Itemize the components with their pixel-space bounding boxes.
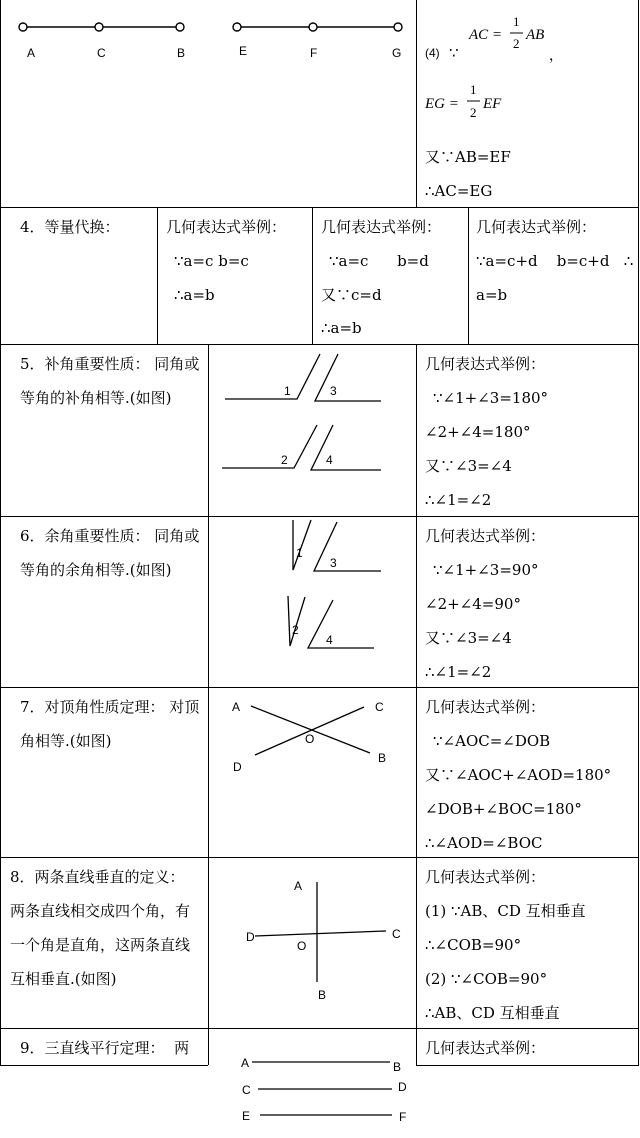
point-label: A xyxy=(232,700,241,714)
property-description: 5．补角重要性质： 同角或等角的补角相等.(如图) xyxy=(20,355,200,407)
formula-line: (2) ∵∠COB=90° xyxy=(425,970,548,988)
formula-eg-lhs: EG = xyxy=(425,96,459,112)
point-label: B xyxy=(378,751,387,765)
point-label: D xyxy=(233,760,242,774)
formula-line: 几何表达式举例： xyxy=(425,868,546,886)
point-label: B xyxy=(177,46,186,60)
segment-eg-figure xyxy=(233,23,402,60)
point-label: C xyxy=(375,700,384,714)
angle-label: 4 xyxy=(326,633,333,647)
point-label: F xyxy=(310,46,318,60)
fraction-denominator: 2 xyxy=(470,105,477,120)
formula-line: ∴∠1=∠2 xyxy=(425,491,492,509)
parallel-lines-figure xyxy=(241,1056,407,1124)
formula-line: a=b xyxy=(476,286,508,304)
formula-line: ∠DOB+∠BOC=180° xyxy=(425,800,582,818)
formula-line: 几何表达式举例： xyxy=(425,527,546,545)
formula-line: ∠2+∠4=180° xyxy=(425,423,531,441)
fraction-denominator: 2 xyxy=(513,36,520,51)
angle-label: 3 xyxy=(330,556,337,570)
formula-ab: AB xyxy=(526,27,545,43)
complementary-angles-figure xyxy=(288,520,381,648)
perpendicular-lines-figure xyxy=(246,879,401,1002)
item-number: (4) xyxy=(425,46,440,60)
point-label: B xyxy=(318,988,327,1002)
formula-line: ∵∠1+∠3=90° xyxy=(433,561,539,579)
angle-label: 2 xyxy=(292,623,299,637)
point-label: A xyxy=(294,879,303,893)
formula-line: 又∵∠3=∠4 xyxy=(425,629,512,647)
formula-line: ∵∠AOC=∠DOB xyxy=(433,732,551,750)
point-label: C xyxy=(97,46,106,60)
point-label: O xyxy=(305,732,315,746)
formula-line: ∴a=b xyxy=(174,286,215,304)
property-description: 7．对顶角性质定理： 对顶角相等.(如图) xyxy=(20,698,200,750)
angle-label: 4 xyxy=(326,453,333,467)
formula-line: (1) ∵AB、CD 互相垂直 xyxy=(425,902,586,920)
segment-ab-figure xyxy=(19,23,185,60)
point-label: D xyxy=(398,1080,407,1094)
point-label: B xyxy=(393,1060,402,1074)
formula-line: ∴a=b xyxy=(321,319,362,337)
formula-line: 又∵AB=EF xyxy=(425,148,511,166)
angle-label: 1 xyxy=(296,546,303,560)
angle-label: 2 xyxy=(281,453,288,467)
formula-line: 又∵∠3=∠4 xyxy=(425,457,512,475)
formula-line: ∵a=c b=c xyxy=(174,252,249,270)
fraction-numerator: 1 xyxy=(513,14,520,29)
because-symbol: ∵ xyxy=(449,44,459,62)
angle-label: 1 xyxy=(284,384,291,398)
section-title: 4．等量代换： xyxy=(20,218,120,236)
formula-line: 几何表达式举例： xyxy=(425,355,546,373)
property-description: 9．三直线平行定理： 两 xyxy=(20,1039,190,1057)
property-description: 8．两条直线垂直的定义： 两条直线相交成四个角，有一个角是直角，这两条直线互相垂直.(如图) xyxy=(10,868,191,988)
formula-line: ∠2+∠4=90° xyxy=(425,595,521,613)
formula-line: 几何表达式举例： xyxy=(166,218,287,236)
formula-line: ∴∠COB=90° xyxy=(425,936,522,954)
comma: ， xyxy=(549,48,563,64)
property-description: 6．余角重要性质： 同角或等角的余角相等.(如图) xyxy=(20,527,200,579)
point-label: E xyxy=(242,1109,251,1123)
formula-line: ∴AC=EG xyxy=(425,182,493,200)
formula-line: ∴AB、CD 互相垂直 xyxy=(425,1004,560,1022)
formula-line: 几何表达式举例： xyxy=(476,218,597,236)
formula-line: 又∵c=d xyxy=(321,286,382,304)
formula-line: 几何表达式举例： xyxy=(321,218,442,236)
midpoint-formula xyxy=(424,14,563,120)
formula-line: 几何表达式举例： xyxy=(425,1039,546,1057)
fraction-numerator: 1 xyxy=(470,82,477,97)
point-label: C xyxy=(242,1083,251,1097)
point-label: O xyxy=(297,939,307,953)
angle-label: 3 xyxy=(330,384,337,398)
formula-line: ∵a=c+d b=c+d ∴ xyxy=(476,252,634,270)
formula-line: ∵a=c b=d xyxy=(329,252,429,270)
formula-line: 几何表达式举例： xyxy=(425,698,546,716)
vertical-angles-figure xyxy=(232,700,386,774)
formula-line: ∴∠AOD=∠BOC xyxy=(425,834,543,852)
point-label: E xyxy=(239,44,248,58)
formula-line: ∴∠1=∠2 xyxy=(425,663,492,681)
point-label: A xyxy=(241,1056,250,1070)
point-label: G xyxy=(392,46,402,60)
point-label: C xyxy=(392,927,401,941)
formula-line: ∵∠1+∠3=180° xyxy=(433,389,549,407)
formula-ef: EF xyxy=(483,96,502,112)
point-label: A xyxy=(27,46,36,60)
point-label: F xyxy=(399,1110,407,1124)
formula-ac-lhs: AC = xyxy=(469,27,503,43)
formula-line: 又∵∠AOC+∠AOD=180° xyxy=(425,766,612,784)
point-label: D xyxy=(246,930,255,944)
supplementary-angles-figure xyxy=(222,354,381,470)
